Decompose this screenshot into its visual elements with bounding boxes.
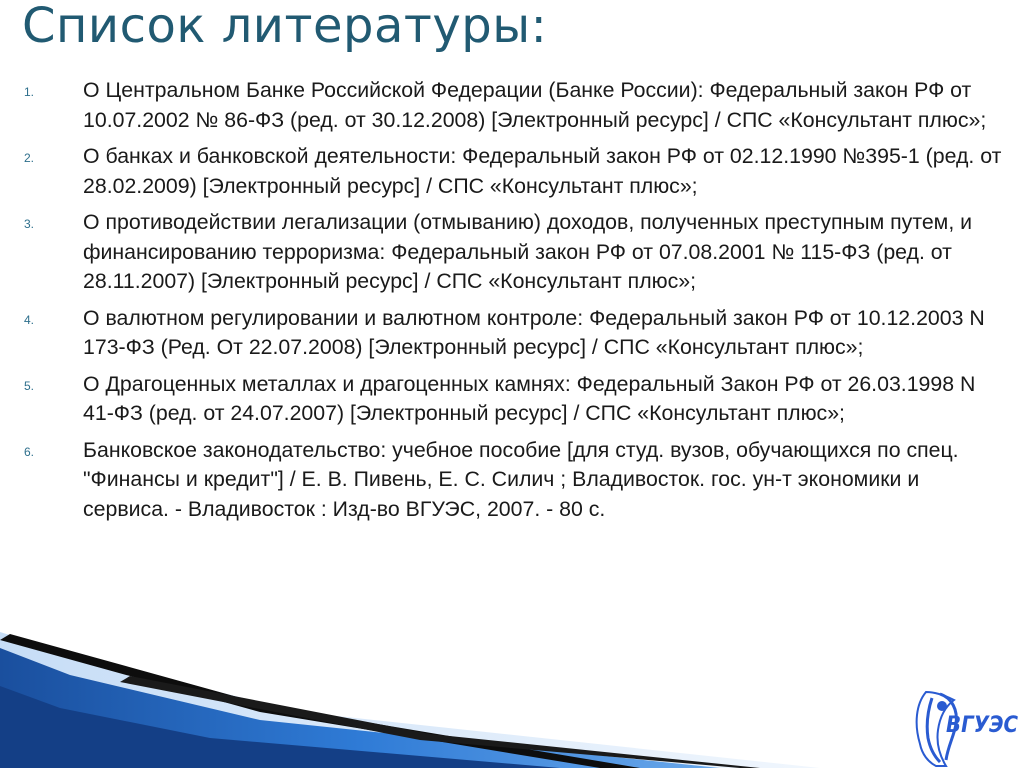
reference-text: О валютном регулировании и валютном контроле: Федеральный закон РФ от 10.12.2003 N 173-ФЗ (Ред. От 22.07.2008) [Электронный ресурс] / СПС «Консультант плюс»; [83,305,985,359]
reference-item [0,370,1024,429]
reference-item [0,208,1024,297]
reference-number: 2. [24,151,35,165]
reference-number: 5. [24,378,35,393]
reference-list [0,76,1024,531]
reference-text: О Центральном Банке Российской Федерации (Банке России): Федеральный закон РФ от 10.07.2002 № 86-ФЗ (ред. от 30.12.2008) [Электронный ресурс] / СПС «Консультант плюс»; [83,78,987,132]
reference-number: 4. [24,312,35,327]
vguec-logo-icon [906,684,1022,768]
decorative-swoosh [0,620,1024,768]
reference-text: О противодействии легализации (отмыванию) доходов, полученных преступным путем, и финансированию терроризма: Федеральный закон РФ от 07.08.2001 № 115-ФЗ (ред. от 28.11.2007) [Электронный ресурс] / СПС «Консультант плюс»; [83,210,973,293]
reference-number: 6. [24,444,35,459]
slide-title: Список литературы: [22,0,548,54]
reference-item [0,76,1024,135]
reference-text: О банках и банковской деятельности: Федеральный закон РФ от 02.12.1990 №395-1 (ред. от 28.02.2009) [Электронный ресурс] / СПС «Консультант плюс»; [83,144,1002,198]
reference-text: Банковское законодательство: учебное пособие [для студ. вузов, обучающихся по спец. "Финансы и кредит"] / Е. В. Пивень, Е. С. Силич ; Владивосток. гос. ун-т экономики и сервиса. - Владивосток : Изд-во ВГУЭС, 2007. - 80 с. [83,437,959,521]
reference-item [0,304,1024,363]
reference-number: 3. [24,217,35,231]
logo-text: ВГУЭС [946,713,1018,738]
reference-item [0,436,1024,525]
reference-number: 1. [24,85,35,99]
reference-text: О Драгоценных металлах и драгоценных камнях: Федеральный Закон РФ от 26.03.1998 N 41-ФЗ (ред. от 24.07.2007) [Электронный ресурс] / СПС «Консультант плюс»; [83,371,976,425]
reference-item [0,142,1024,201]
